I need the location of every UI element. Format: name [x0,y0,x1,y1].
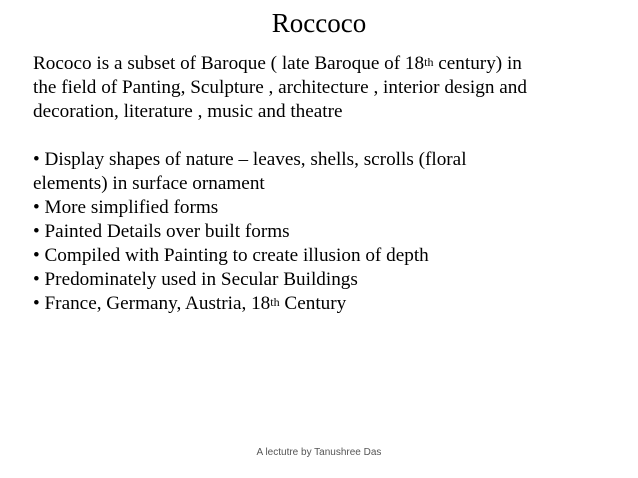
bullet-3: • Painted Details over built forms [33,221,290,242]
spacer [33,124,613,148]
intro-line-2: the field of Panting, Sculpture , architecture , interior design and [33,77,527,98]
ordinal-suffix: th [270,295,280,309]
bullet-4: • Compiled with Painting to create illusion of depth [33,245,429,266]
bullet-5: • Predominately used in Secular Buildings [33,269,358,290]
bullet-1-line-2: elements) in surface ornament [33,173,265,194]
slide-title: Roccoco [271,8,367,38]
bullet-2: • More simplified forms [33,197,219,218]
intro-line-1-text: Rococo is a subset of Baroque ( late Baroque of 18 [33,53,425,74]
intro-line-3: decoration, literature , music and theatre [33,101,343,122]
bullet-6-text: • France, Germany, Austria, 18 [33,293,271,314]
ordinal-suffix: th [424,55,434,69]
intro-line-1-tail: century) in [433,53,522,74]
bullet-1-line-1: • Display shapes of nature – leaves, shells, scrolls (floral [33,149,467,170]
bullet-6 [33,292,613,316]
slide-footer: A lectutre by Tanushree Das [256,447,382,458]
intro-line-1 [33,52,613,76]
bullet-6-tail: Century [279,293,347,314]
slide-body [33,52,613,316]
